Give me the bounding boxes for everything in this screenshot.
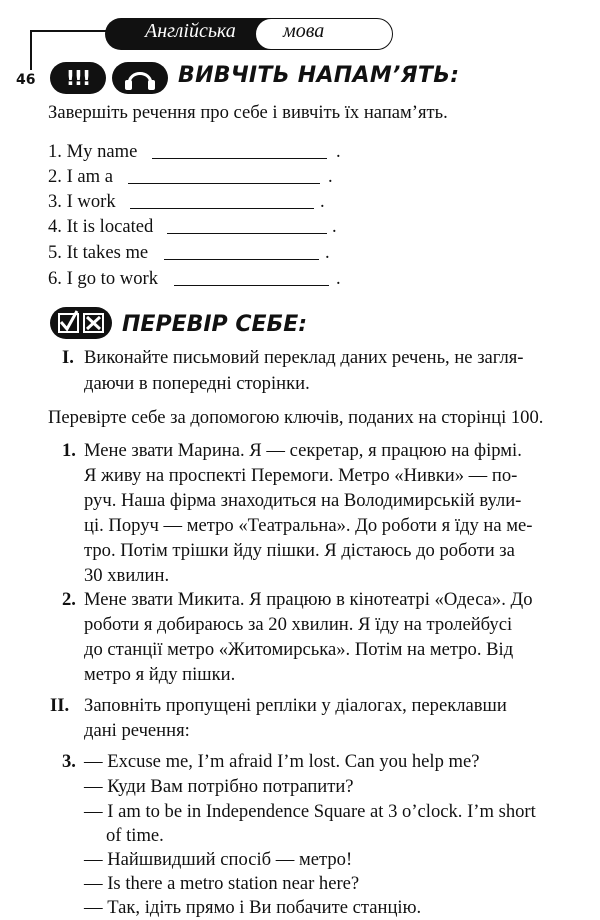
- part-2-text-line-2: дані речення:: [84, 720, 190, 741]
- dialogue-line-2: — Куди Вам потрібно потрапити?: [84, 776, 354, 797]
- subject-title-left: Англійська: [145, 20, 236, 42]
- part-1-label: I.: [62, 347, 74, 368]
- sentence-item-3: 3. I work: [48, 191, 116, 212]
- sentence-item-4-period: .: [332, 216, 337, 237]
- exclamation-badge-icon: !!!: [50, 62, 106, 94]
- header-rule-vertical: [30, 30, 32, 70]
- part-2-label: II.: [50, 695, 70, 716]
- exercise-2-label: 2.: [62, 589, 76, 610]
- exercise-1-line-4: ці. Поруч — метро «Театральна». До роботи я їду на ме-: [84, 515, 533, 536]
- headphones-icon: [112, 62, 168, 94]
- sentence-item-2: 2. I am a: [48, 166, 114, 187]
- subject-banner: [105, 18, 393, 50]
- dialogue-line-1: — Excuse me, I’m afraid I’m lost. Can you help me?: [84, 751, 480, 772]
- exercise-2-line-2: роботи я добираюсь за 20 хвилин. Я їду на тролейбусі: [84, 614, 513, 635]
- exercise-1-line-5: тро. Потім трішки йду пішки. Я дістаюсь до роботи за: [84, 540, 515, 561]
- answer-blank-1[interactable]: [152, 158, 327, 159]
- dialogue-line-5: — Is there a metro station near here?: [84, 873, 360, 894]
- sentence-item-5-period: .: [325, 242, 330, 263]
- exercise-1-line-1: Мене звати Марина. Я — секретар, я працюю на фірмі.: [84, 440, 522, 461]
- exercise-3-label: 3.: [62, 751, 76, 772]
- dialogue-line-6: — Так, ідіть прямо і Ви побачите станцію.: [84, 897, 422, 918]
- exercise-1-line-2: Я живу на проспекті Перемоги. Метро «Нивки» — по-: [84, 465, 518, 486]
- exercise-1-line-3: руч. Наша фірма знаходиться на Володимирській вули-: [84, 490, 522, 511]
- dialogue-line-3-cont: of time.: [106, 825, 164, 846]
- sentence-item-3-period: .: [320, 191, 325, 212]
- part-1-text-line-2: даючи в попередні сторінки.: [84, 373, 310, 394]
- answer-blank-2[interactable]: [128, 183, 320, 184]
- exercise-2-line-1: Мене звати Микита. Я працюю в кінотеатрі «Одеса». До: [84, 589, 533, 610]
- subject-title-right: мова: [283, 20, 325, 42]
- sentence-item-2-period: .: [328, 166, 333, 187]
- part-2-text-line-1: Заповніть пропущені репліки у діалогах, переклавши: [84, 695, 507, 716]
- instruction-text: Завершіть речення про себе і вивчіть їх напам’ять.: [48, 102, 448, 123]
- exercise-1-label: 1.: [62, 440, 76, 461]
- answer-blank-4[interactable]: [167, 233, 327, 234]
- exercise-1-line-6: 30 хвилин.: [84, 565, 170, 586]
- sentence-item-5: 5. It takes me: [48, 242, 149, 263]
- dialogue-line-3: — I am to be in Independence Square at 3 o’clock. I’m short: [84, 801, 536, 822]
- checkmark-cross-icon: [50, 307, 112, 339]
- check-note: Перевірте себе за допомогою ключів, поданих на сторінці 100.: [48, 407, 544, 428]
- answer-blank-5[interactable]: [164, 259, 319, 260]
- section-heading-check-yourself: ПЕРЕВІР СЕБЕ:: [122, 312, 308, 337]
- sentence-item-4: 4. It is located: [48, 216, 154, 237]
- exercise-2-line-4: метро я йду пішки.: [84, 664, 236, 685]
- sentence-item-6-period: .: [336, 268, 341, 289]
- page-number: 46: [16, 72, 36, 88]
- exercise-2-line-3: до станції метро «Житомирська». Потім на метро. Від: [84, 639, 514, 660]
- answer-blank-6[interactable]: [174, 285, 329, 286]
- section-heading-memorize: ВИВЧІТЬ НАПАМ’ЯТЬ:: [178, 63, 460, 88]
- sentence-item-1: 1. My name: [48, 141, 138, 162]
- dialogue-line-4: — Найшвидший спосіб — метро!: [84, 849, 353, 870]
- sentence-item-1-period: .: [336, 141, 341, 162]
- sentence-item-6: 6. I go to work: [48, 268, 159, 289]
- part-1-text-line-1: Виконайте письмовий переклад даних речень, не загля-: [84, 347, 524, 368]
- answer-blank-3[interactable]: [130, 208, 314, 209]
